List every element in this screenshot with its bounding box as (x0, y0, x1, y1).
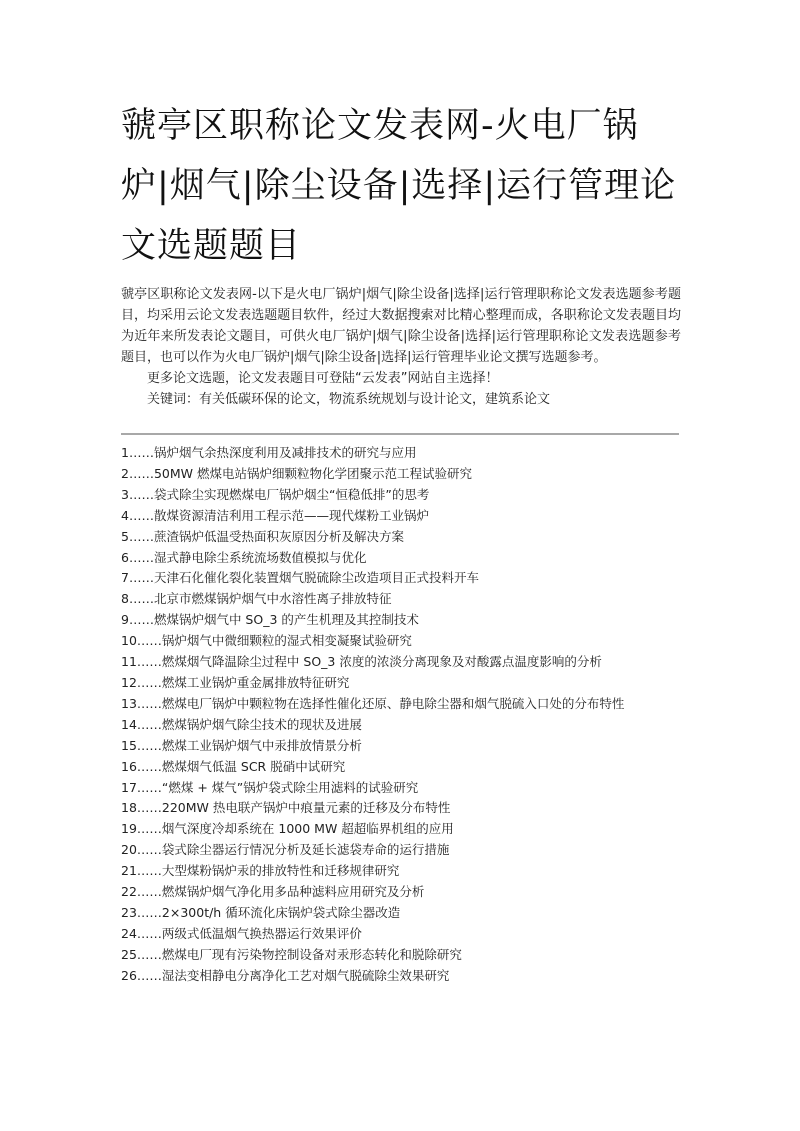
keywords-line: 关键词：有关低碳环保的论文，物流系统规划与设计论文，建筑系论文 (147, 392, 551, 407)
topic-item: 3……袋式除尘实现燃煤电厂锅炉烟尘“恒稳低排”的思考 (121, 486, 430, 502)
topic-item: 8……北京市燃煤锅炉烟气中水溶性离子排放特征 (121, 591, 392, 607)
topic-item: 17……“燃煤 + 煤气”锅炉袋式除尘用滤料的试验研究 (121, 779, 419, 795)
topic-item: 26……湿法变相静电分离净化工艺对烟气脱硫除尘效果研究 (121, 967, 450, 983)
topic-item: 19……烟气深度冷却系统在 1000 MW 超超临界机组的应用 (121, 821, 454, 837)
topic-item: 15……燃煤工业锅炉烟气中汞排放情景分析 (121, 737, 362, 753)
topic-item: 20……袋式除尘器运行情况分析及延长滤袋寿命的运行措施 (121, 842, 450, 858)
topic-item: 13……燃煤电厂锅炉中颗粒物在选择性催化还原、静电除尘器和烟气脱硫入口处的分布特性 (121, 695, 625, 711)
topic-item: 5……蔗渣锅炉低温受热面积灰原因分析及解决方案 (121, 528, 404, 544)
topic-item: 21……大型煤粉锅炉汞的排放特性和迁移规律研究 (121, 863, 400, 879)
topic-item: 16……燃煤烟气低温 SCR 脱硝中试研究 (121, 758, 346, 774)
topic-item: 24……两级式低温烟气换热器运行效果评价 (121, 925, 362, 941)
topic-item: 22……燃煤锅炉烟气净化用多品种滤料应用研究及分析 (121, 884, 425, 900)
document-page (121, 96, 681, 987)
topic-item: 12……燃煤工业锅炉重金属排放特征研究 (121, 674, 350, 690)
section-divider (121, 433, 679, 435)
topic-item: 10……锅炉烟气中微细颗粒的湿式相变凝聚试验研究 (121, 633, 412, 649)
topic-list (121, 443, 681, 987)
topic-item: 18……220MW 热电联产锅炉中痕量元素的迁移及分布特性 (121, 800, 451, 816)
topic-item: 6……湿式静电除尘系统流场数值模拟与优化 (121, 549, 367, 565)
topic-item: 1……锅炉烟气余热深度利用及减排技术的研究与应用 (121, 445, 417, 460)
more-topics-note: 更多论文选题，论文发表题目可登陆“云发表”网站自主选择！ (147, 371, 499, 386)
topic-item: 11……燃煤烟气降温除尘过程中 SO_3 浓度的浓淡分离现象及对酸露点温度影响的分析 (121, 654, 602, 670)
topic-item: 23……2×300t/h 循环流化床锅炉袋式除尘器改造 (121, 904, 401, 920)
topic-item: 25……燃煤电厂现有污染物控制设备对汞形态转化和脱除研究 (121, 946, 462, 962)
topic-item: 2……50MW 燃煤电站锅炉细颗粒物化学团聚示范工程试验研究 (121, 465, 472, 481)
page-title: 虢亭区职称论文发表网-火电厂锅炉|烟气|除尘设备|选择|运行管理论文选题题目 (121, 106, 677, 266)
topic-item: 14……燃煤锅炉烟气除尘技术的现状及进展 (121, 716, 362, 732)
topic-item: 7……天津石化催化裂化装置烟气脱硫除尘改造项目正式投料开车 (121, 570, 479, 586)
intro-paragraph: 虢亭区职称论文发表网-以下是火电厂锅炉|烟气|除尘设备|选择|运行管理职称论文发表选题参考题目，均采用云论文发表选题题目软件，经过大数据搜索对比精心整理而成，各职称论文发表题目均为近年来所发表论文题目，可供火电厂锅炉|烟气|除尘设备|选择|运行管理职称论文发表选题参考题目，也可以作为火电厂锅炉|烟气|除尘设备|选择|运行管理毕业论文撰写选题参考。 (121, 287, 681, 365)
topic-item: 9……燃煤锅炉烟气中 SO_3 的产生机理及其控制技术 (121, 612, 419, 628)
topic-item: 4……散煤资源清洁利用工程示范——现代煤粉工业锅炉 (121, 507, 429, 523)
